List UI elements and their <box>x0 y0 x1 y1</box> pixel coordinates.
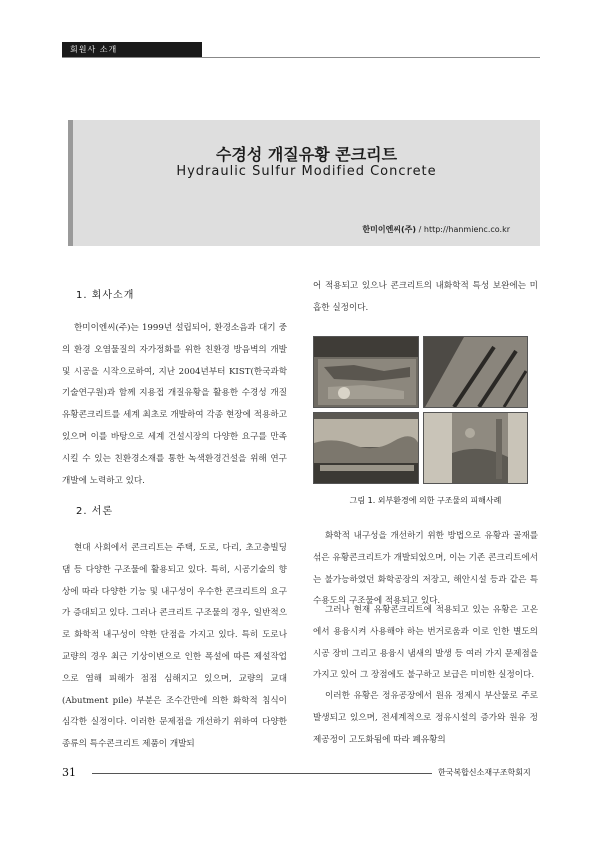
company-url[interactable]: http://hanmienc.co.kr <box>423 225 510 234</box>
company-name: 한미이엔씨(주) <box>362 225 417 234</box>
paragraph-introduction: 현대 사회에서 콘크리트는 주택, 도로, 다리, 초고층빌딩 댐 등 다양한 구조물에 활용되고 있다. 특히, 시공기술의 향상에 따라 다양한 기능 및 내구성이 우수한 콘크리트의 요구가 증대되고 있다. 그러나 콘크리트 구조물의 경우, 일반적으로 화학적 내구성이 약한 단점을 가지고 있다. 특히 도로나 교량의 경우 최근 기상이변으로 인한 폭설에 따른 제설작업으로 염해 피해가 점점 심해지고 있으며, 교량의 교대(Abutment pile) 부분은 조수간만에 의한 화학적 침식이 심각한 실정이다. 이러한 문제점을 개선하기 위하여 다양한 종류의 특수콘크리트 제품이 개발되 <box>62 543 287 750</box>
title-korean: 수경성 개질유황 콘크리트 <box>215 145 398 164</box>
section-heading-intro: 2. 서론 <box>76 506 114 517</box>
photo-corroded-slab <box>313 336 419 408</box>
photo-eroded-edge <box>313 412 419 484</box>
photo-damaged-pier <box>423 412 528 484</box>
page-number: 31 <box>62 766 76 779</box>
company-separator: / <box>418 225 422 234</box>
title-block <box>68 120 540 246</box>
figure-photo-grid <box>313 336 528 484</box>
figure-caption: 그림 1. 외부환경에 의한 구조물의 피해사례 <box>349 496 502 505</box>
paragraph-sulfur-concrete: 화학적 내구성을 개선하기 위한 방법으로 유황과 골재를 섞은 유황콘크리트가 개발되었으며, 이는 기존 콘크리트에서는 불가능하였던 화학공장의 저장고, 해안시설 등과 같은 특수용도의 구조물에 적용되고 있다. <box>313 531 538 607</box>
header-divider <box>62 57 540 58</box>
paragraph-sulfur-problems: 그러나 현재 유황콘크리트에 적용되고 있는 유황은 고온에서 용융시켜 사용해야 하는 번거로움과 이로 인한 별도의 시공 장비 그리고 용융시 냄새의 발생 등 여러 가지 문제점을 가지고 있어 그 장점에도 불구하고 보급은 미비한 실정이다. <box>313 605 538 681</box>
journal-name: 한국복합신소재구조학회지 <box>438 768 531 777</box>
company-line <box>362 224 510 235</box>
paragraph-company-intro: 한미이엔씨(주)는 1999년 설립되어, 환경소음과 대기 중의 환경 오염물질의 자가정화를 위한 친환경 방음벽의 개발 및 시공을 시작으로하여, 지난 2004년부터 KIST(한국과학기술연구원)과 함께 지용접 개질유황을 활용한 수경성 개질유황콘크리트를 세계 최초로 개발하여 각종 현장에 적용하고 있으며 이를 바탕으로 세계 건설시장의 다양한 요구를 만족시킬 수 있는 친환경소재를 통한 녹색환경건설을 위해 연구개발에 노력하고 있다. <box>62 323 287 486</box>
title-english: Hydraulic Sulfur Modified Concrete <box>176 164 437 179</box>
paragraph-sulfur-source: 이러한 유황은 정유공장에서 원유 정제시 부산물로 주로 발생되고 있으며, 전세계적으로 정유시설의 증가와 원유 정제공정이 고도화됨에 따라 폐유황의 <box>313 691 538 745</box>
paragraph-continued: 어 적용되고 있으나 콘크리트의 내화학적 특성 보완에는 미흡한 실정이다. <box>313 281 538 313</box>
photo-cracked-beam <box>423 336 528 408</box>
section-tag: 회원사 소개 <box>62 42 202 57</box>
footer-divider <box>92 773 432 774</box>
section-heading-company: 1. 회사소개 <box>76 290 135 301</box>
